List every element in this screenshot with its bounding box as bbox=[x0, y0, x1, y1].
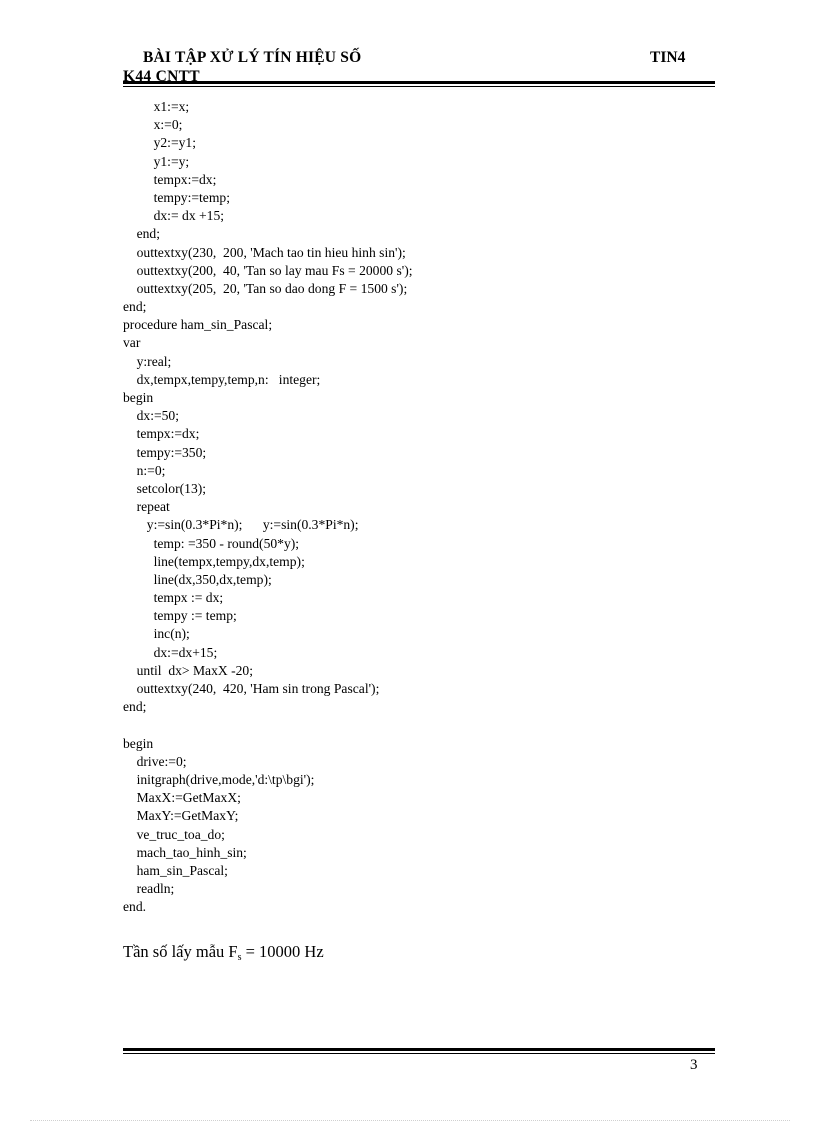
code-line: inc(n); bbox=[123, 626, 190, 642]
code-line: until dx> MaxX -20; bbox=[123, 662, 254, 678]
code-line: initgraph(drive,mode,'d:\tp\bgi'); bbox=[123, 771, 315, 787]
sampling-frequency-line bbox=[123, 942, 324, 963]
code-line: outtextxy(240, 420, 'Ham sin trong Pascal'); bbox=[123, 681, 380, 696]
code-line: dx:=dx+15; bbox=[123, 644, 218, 660]
code-line: y2:=y1; bbox=[123, 135, 196, 151]
code-line: dx:=50; bbox=[123, 408, 180, 424]
summary-suffix: = 10000 Hz bbox=[241, 942, 324, 961]
code-line: dx,tempx,tempy,temp,n: integer; bbox=[123, 371, 321, 387]
code-line: end; bbox=[123, 299, 147, 315]
code-line: tempy := temp; bbox=[123, 608, 237, 624]
code-line: n:=0; bbox=[123, 462, 166, 478]
code-line: tempy:=350; bbox=[123, 444, 207, 460]
code-line: begin bbox=[123, 390, 154, 405]
code-line: y1:=y; bbox=[123, 153, 190, 169]
code-line: MaxX:=GetMaxX; bbox=[123, 790, 241, 806]
code-line: var bbox=[123, 335, 141, 351]
code-line: x:=0; bbox=[123, 117, 183, 133]
code-line: line(tempx,tempy,dx,temp); bbox=[123, 553, 305, 569]
code-line: y:real; bbox=[123, 353, 172, 369]
code-line: tempx:=dx; bbox=[123, 171, 217, 187]
header-rule-thin bbox=[123, 86, 715, 87]
code-line: end. bbox=[123, 899, 147, 915]
code-line: mach_tao_hinh_sin; bbox=[123, 844, 247, 860]
footer-rule-thin bbox=[123, 1053, 715, 1054]
code-line: begin bbox=[123, 735, 154, 751]
code-line: tempx:=dx; bbox=[123, 426, 200, 442]
code-line: ham_sin_Pascal; bbox=[123, 862, 228, 878]
code-line: line(dx,350,dx,temp); bbox=[123, 571, 272, 587]
code-line: outtextxy(205, 20, 'Tan so dao dong F = 1500 s'); bbox=[123, 280, 408, 296]
header-class-sub: K44 CNTT bbox=[123, 68, 200, 85]
code-line: procedure ham_sin_Pascal; bbox=[123, 317, 273, 333]
code-line: readln; bbox=[123, 881, 175, 897]
code-line bbox=[123, 716, 413, 734]
code-line: ve_truc_toa_do; bbox=[123, 826, 225, 842]
code-line: drive:=0; bbox=[123, 753, 187, 769]
header-class-code: TIN4 bbox=[650, 49, 686, 66]
code-line: tempy:=temp; bbox=[123, 189, 230, 205]
code-line: repeat bbox=[123, 499, 170, 515]
page-number: 3 bbox=[690, 1057, 698, 1073]
code-line: tempx := dx; bbox=[123, 590, 224, 606]
header-rule-thick bbox=[123, 81, 715, 84]
code-line: temp: =350 - round(50*y); bbox=[123, 535, 300, 551]
code-line: y:=sin(0.3*Pi*n); y:=sin(0.3*Pi*n); bbox=[123, 517, 359, 533]
footer-rule-thick bbox=[123, 1048, 715, 1051]
code-line: x1:=x; bbox=[123, 99, 190, 114]
code-line: end; bbox=[123, 226, 160, 242]
summary-prefix: Tần số lấy mẫu F bbox=[123, 942, 238, 961]
code-line: MaxY:=GetMaxY; bbox=[123, 808, 239, 824]
summary-subscript: s bbox=[237, 952, 242, 963]
code-line: dx:= dx +15; bbox=[123, 208, 225, 224]
code-listing bbox=[123, 98, 413, 916]
code-line: end; bbox=[123, 699, 147, 715]
code-line: outtextxy(230, 200, 'Mach tao tin hieu hinh sin'); bbox=[123, 244, 406, 260]
code-line: outtextxy(200, 40, 'Tan so lay mau Fs = 20000 s'); bbox=[123, 262, 413, 278]
page-edge bbox=[30, 1120, 790, 1121]
code-line: setcolor(13); bbox=[123, 480, 207, 496]
header-title: BÀI TẬP XỬ LÝ TÍN HIỆU SỐ bbox=[143, 49, 362, 66]
